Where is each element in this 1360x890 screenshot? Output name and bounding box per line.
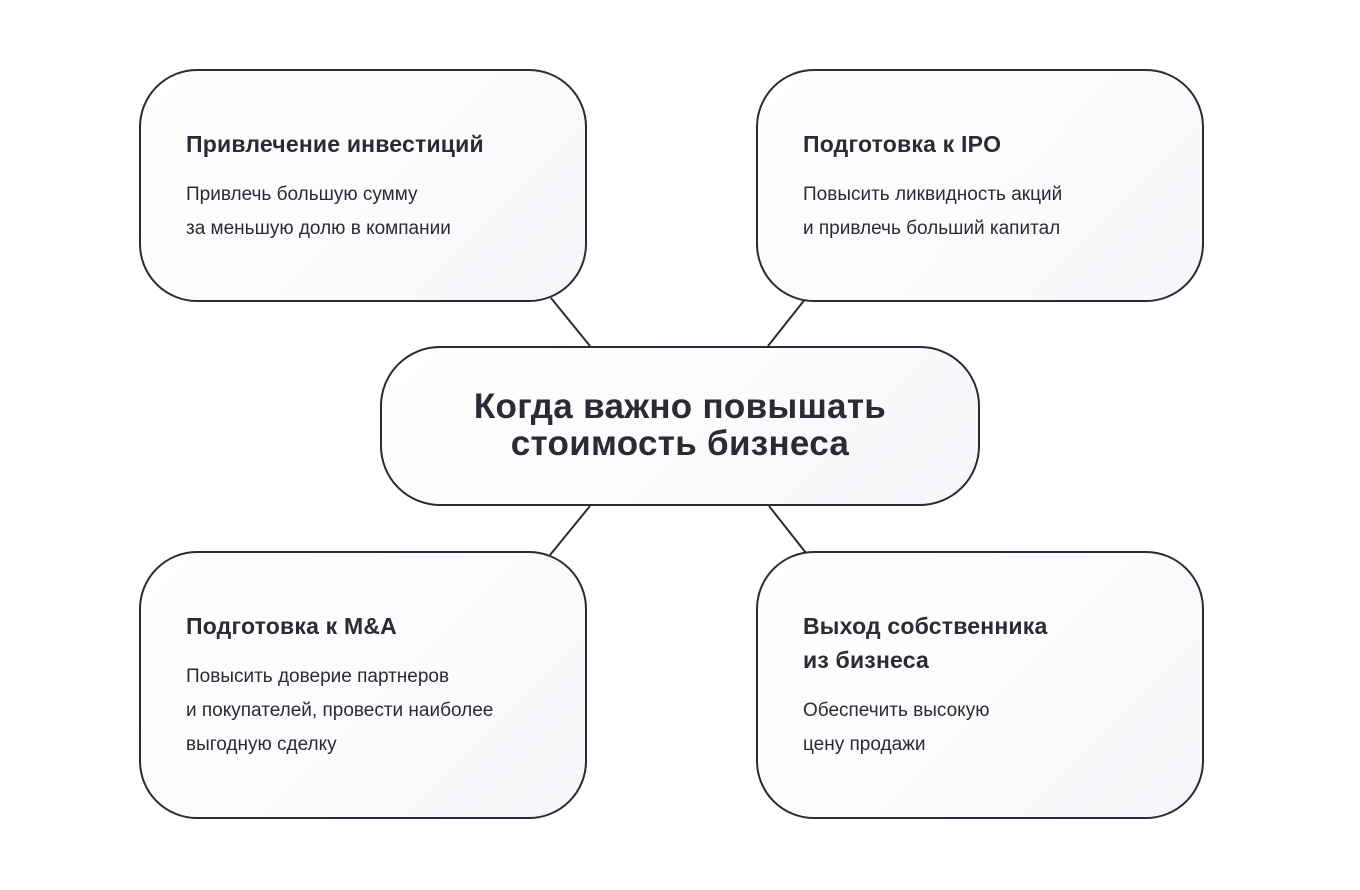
card-title: Подготовка к M&A xyxy=(186,613,397,639)
card-description: Привлечь большую сумму за меньшую долю в компании xyxy=(186,184,451,239)
card-title: Привлечение инвестиций xyxy=(186,131,484,157)
center-title: Когда важно повышать стоимость бизнеса xyxy=(473,387,887,463)
card-description: Повысить ликвидность акций и привлечь больший капитал xyxy=(803,184,1063,239)
card-description: Повысить доверие партнеров и покупателей, провести наиболее выгодную сделку xyxy=(186,666,494,755)
card-investments xyxy=(139,69,587,302)
card-ma xyxy=(139,551,587,819)
connector-ipo xyxy=(768,298,806,346)
connector-investments xyxy=(551,298,590,346)
card-title: Подготовка к IPO xyxy=(803,131,1002,157)
card-description: Обеспечить высокую цену продажи xyxy=(803,700,990,755)
card-owner-exit xyxy=(756,551,1204,819)
card-ipo xyxy=(756,69,1204,302)
center-node xyxy=(380,346,980,506)
card-title: Выход собственника из бизнеса xyxy=(803,613,1048,673)
connector-exit xyxy=(769,506,806,553)
connector-ma xyxy=(550,506,590,555)
